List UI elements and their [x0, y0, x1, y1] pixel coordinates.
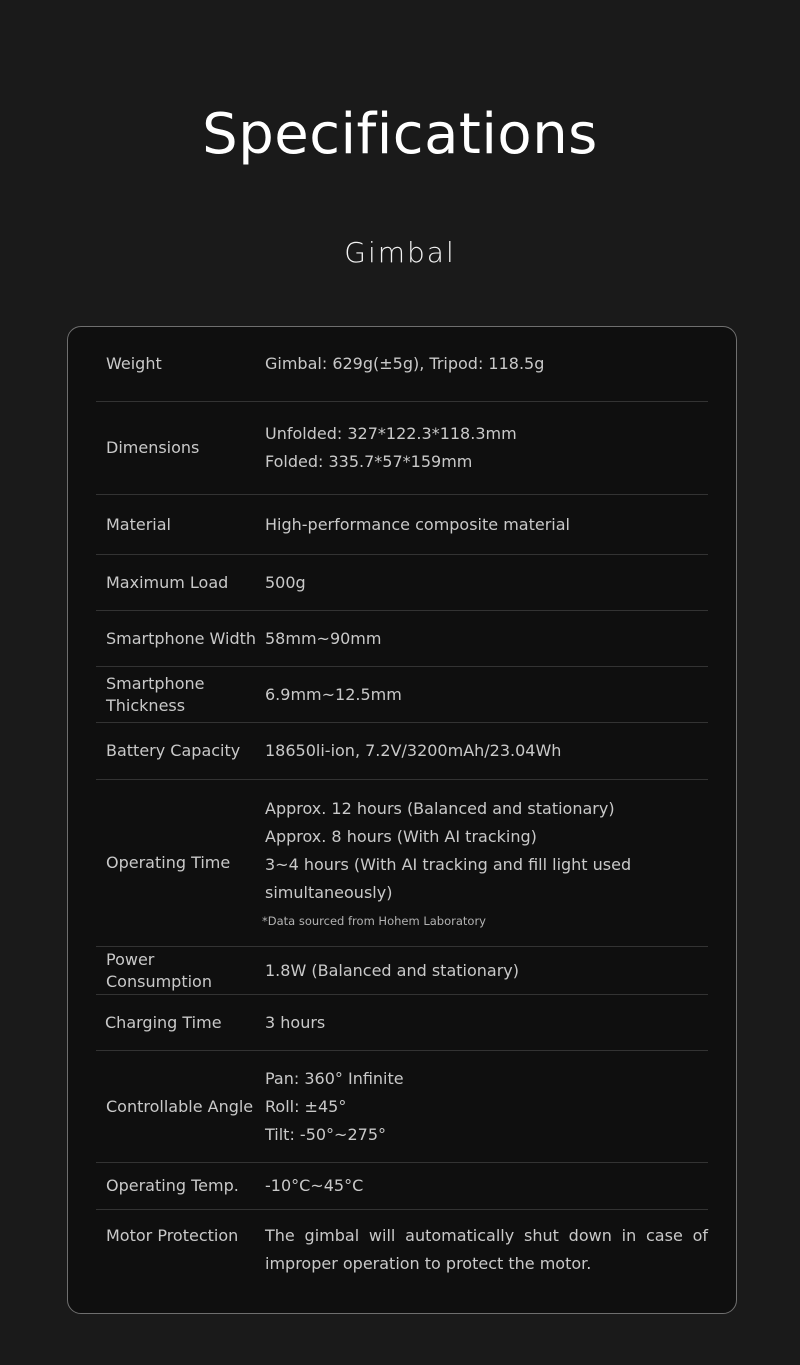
spec-value: Gimbal: 629g(±5g), Tripod: 118.5g — [265, 354, 545, 373]
section-subtitle: Gimbal — [344, 236, 456, 269]
spec-value: High-performance composite material — [265, 514, 570, 534]
spec-row-temp — [96, 1163, 708, 1210]
spec-row-phone-thickness — [96, 667, 708, 723]
spec-value: -10°C~45°C — [265, 1176, 364, 1195]
spec-label: Controllable Angle — [106, 1096, 254, 1116]
spec-row-operating-time — [96, 780, 708, 947]
spec-table — [67, 326, 737, 1314]
spec-row-power — [96, 947, 708, 995]
data-source-note: *Data sourced from Hohem Laboratory — [262, 914, 486, 928]
spec-row-dimensions — [96, 402, 708, 495]
spec-label: Material — [106, 514, 171, 534]
spec-label: Motor Protection — [106, 1226, 239, 1245]
spec-label: Battery Capacity — [106, 741, 241, 760]
spec-value: 18650li-ion, 7.2V/3200mAh/23.04Wh — [265, 741, 562, 760]
spec-value: The gimbal will automatically shut down in case of improper operation to protect the motor. — [265, 1226, 708, 1273]
spec-label: Operating Temp. — [106, 1176, 239, 1195]
spec-row-motor — [96, 1222, 708, 1292]
spec-value: 6.9mm~12.5mm — [265, 684, 402, 704]
spec-value: 1.8W (Balanced and stationary) — [265, 960, 519, 980]
spec-row-angle — [96, 1051, 708, 1163]
spec-row-weight — [96, 327, 708, 402]
page-title: Specifications — [202, 102, 598, 167]
spec-label: Maximum Load — [106, 572, 229, 592]
spec-row-max-load — [96, 555, 708, 611]
spec-row-phone-width — [96, 611, 708, 667]
spec-label: Smartphone Thickness — [106, 673, 205, 715]
spec-row-material — [96, 495, 708, 555]
spec-value: 58mm~90mm — [265, 628, 382, 648]
spec-value: Pan: 360° Infinite Roll: ±45° Tilt: -50°~275° — [265, 1068, 404, 1144]
spec-value: 500g — [265, 572, 306, 592]
spec-label: Charging Time — [105, 1012, 222, 1032]
spec-label: Power Consumption — [106, 949, 212, 991]
spec-value: 3 hours — [265, 1012, 326, 1032]
spec-row-charging — [96, 995, 708, 1051]
spec-value: Unfolded: 327*122.3*118.3mm Folded: 335.7*57*159mm — [265, 424, 517, 471]
spec-label: Dimensions — [106, 438, 200, 457]
spec-value: Approx. 12 hours (Balanced and stationary) Approx. 8 hours (With AI tracking) 3~4 hours (With AI tracking and fill light used simultaneously) *Data sourced from Hohem Laboratory — [265, 795, 708, 931]
spec-label: Smartphone Width — [106, 628, 257, 648]
spec-label: Weight — [106, 354, 162, 373]
spec-row-battery — [96, 723, 708, 780]
spec-label: Operating Time — [106, 853, 231, 872]
